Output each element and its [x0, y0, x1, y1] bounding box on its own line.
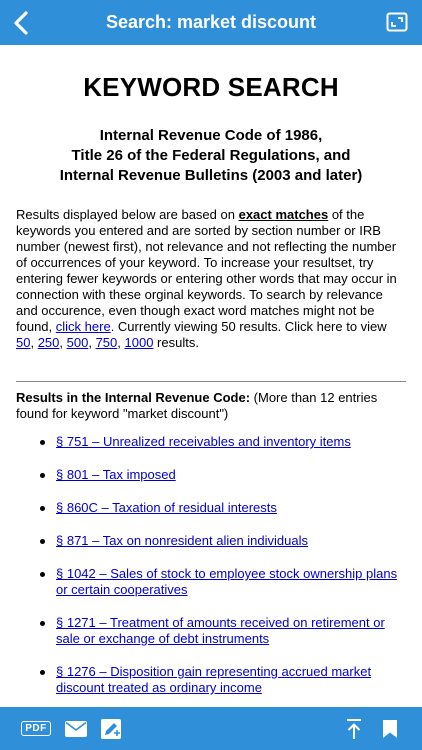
- results-header-text: (More than 12 entries found for keyword "market discount"): [16, 390, 378, 421]
- view-50-link[interactable]: 50: [16, 335, 31, 350]
- intro-paragraph: Results displayed below are based on exact matches of the keywords you entered and are sorted by section number or IRB number (newest first), not relevance and not reflecting the number of occurrences of your keyword. To increase your resultset, try entering fewer keywords or entering other words that may occur in connection with these orginal keywords. To search by relevance and occurence, even though exact word matches might not be found, click here. Currently viewing 50 results. Click here to view 50, 250, 500, 750, 1000 results.: [16, 207, 397, 350]
- bottom-toolbar: [0, 707, 422, 750]
- result-link[interactable]: § 801 – Tax imposed: [56, 467, 176, 482]
- mail-button[interactable]: [63, 707, 89, 750]
- expand-button[interactable]: [386, 12, 408, 32]
- result-link[interactable]: § 860C – Taxation of residual interests: [56, 500, 277, 515]
- list-item: [56, 434, 406, 450]
- list-item: [56, 500, 406, 516]
- list-item: [56, 566, 406, 598]
- edit-note-icon: [100, 718, 122, 740]
- results-header: [16, 390, 406, 422]
- section-divider: [16, 381, 406, 382]
- intro-text: Results displayed below are based on: [16, 207, 239, 222]
- chevron-left-icon: [13, 11, 29, 35]
- list-item: [56, 533, 406, 549]
- click-here-link[interactable]: click here: [55, 319, 111, 334]
- intro-text: of the keywords you entered and are sorted by section number or IRB number (newest first), not relevance and not reflecting the number of occurrences of your keyword. To increase your resultset, try entering fewer keywords or entering other words that may occur in connection with these orginal keywords. To search by relevance and occurence, even though exact word matches might not be found,: [16, 207, 397, 334]
- expand-icon: [386, 12, 408, 32]
- nav-bar: [0, 0, 422, 45]
- view-1000-link[interactable]: 1000: [124, 335, 154, 350]
- results-header-bold: Results in the Internal Revenue Code:: [16, 390, 251, 405]
- edit-note-button[interactable]: [98, 707, 124, 750]
- scroll-top-button[interactable]: [342, 707, 366, 750]
- exact-matches-text: exact matches: [238, 207, 329, 222]
- page-title: KEYWORD SEARCH: [83, 72, 339, 102]
- subtitle-line: Internal Revenue Bulletins (2003 and later): [59, 167, 363, 184]
- results-list: [16, 434, 406, 696]
- view-750-link[interactable]: 750: [95, 335, 118, 350]
- bookmark-button[interactable]: [378, 707, 402, 750]
- subtitle-line: Internal Revenue Code of 1986,: [99, 127, 323, 144]
- result-link[interactable]: § 1042 – Sales of stock to employee stock ownership plans or certain cooperatives: [56, 566, 398, 597]
- intro-text: . Currently viewing 50 results. Click here to view: [110, 319, 387, 334]
- page-subtitle: [16, 126, 406, 186]
- pdf-button[interactable]: [20, 707, 52, 750]
- list-item: [56, 664, 406, 696]
- result-link[interactable]: § 871 – Tax on nonresident alien individuals: [56, 533, 308, 548]
- page-content[interactable]: [0, 45, 422, 707]
- bookmark-icon: [382, 719, 398, 739]
- result-link[interactable]: § 751 – Unrealized receivables and inventory items: [56, 434, 351, 449]
- back-button[interactable]: [8, 9, 34, 37]
- mail-icon: [65, 721, 87, 737]
- result-link[interactable]: § 1276 – Disposition gain representing accrued market discount treated as ordinary income: [56, 664, 372, 695]
- scroll-top-icon: [345, 718, 363, 740]
- nav-title: Search: market discount: [105, 12, 317, 32]
- result-link[interactable]: § 1271 – Treatment of amounts received on retirement or sale or exchange of debt instruments: [56, 615, 385, 646]
- list-item: [56, 615, 406, 647]
- intro-text: results.: [153, 335, 199, 350]
- pdf-icon: PDF: [21, 721, 51, 736]
- view-500-link[interactable]: 500: [66, 335, 89, 350]
- view-250-link[interactable]: 250: [37, 335, 60, 350]
- subtitle-line: Title 26 of the Federal Regulations, and: [71, 147, 351, 164]
- list-item: [56, 467, 406, 483]
